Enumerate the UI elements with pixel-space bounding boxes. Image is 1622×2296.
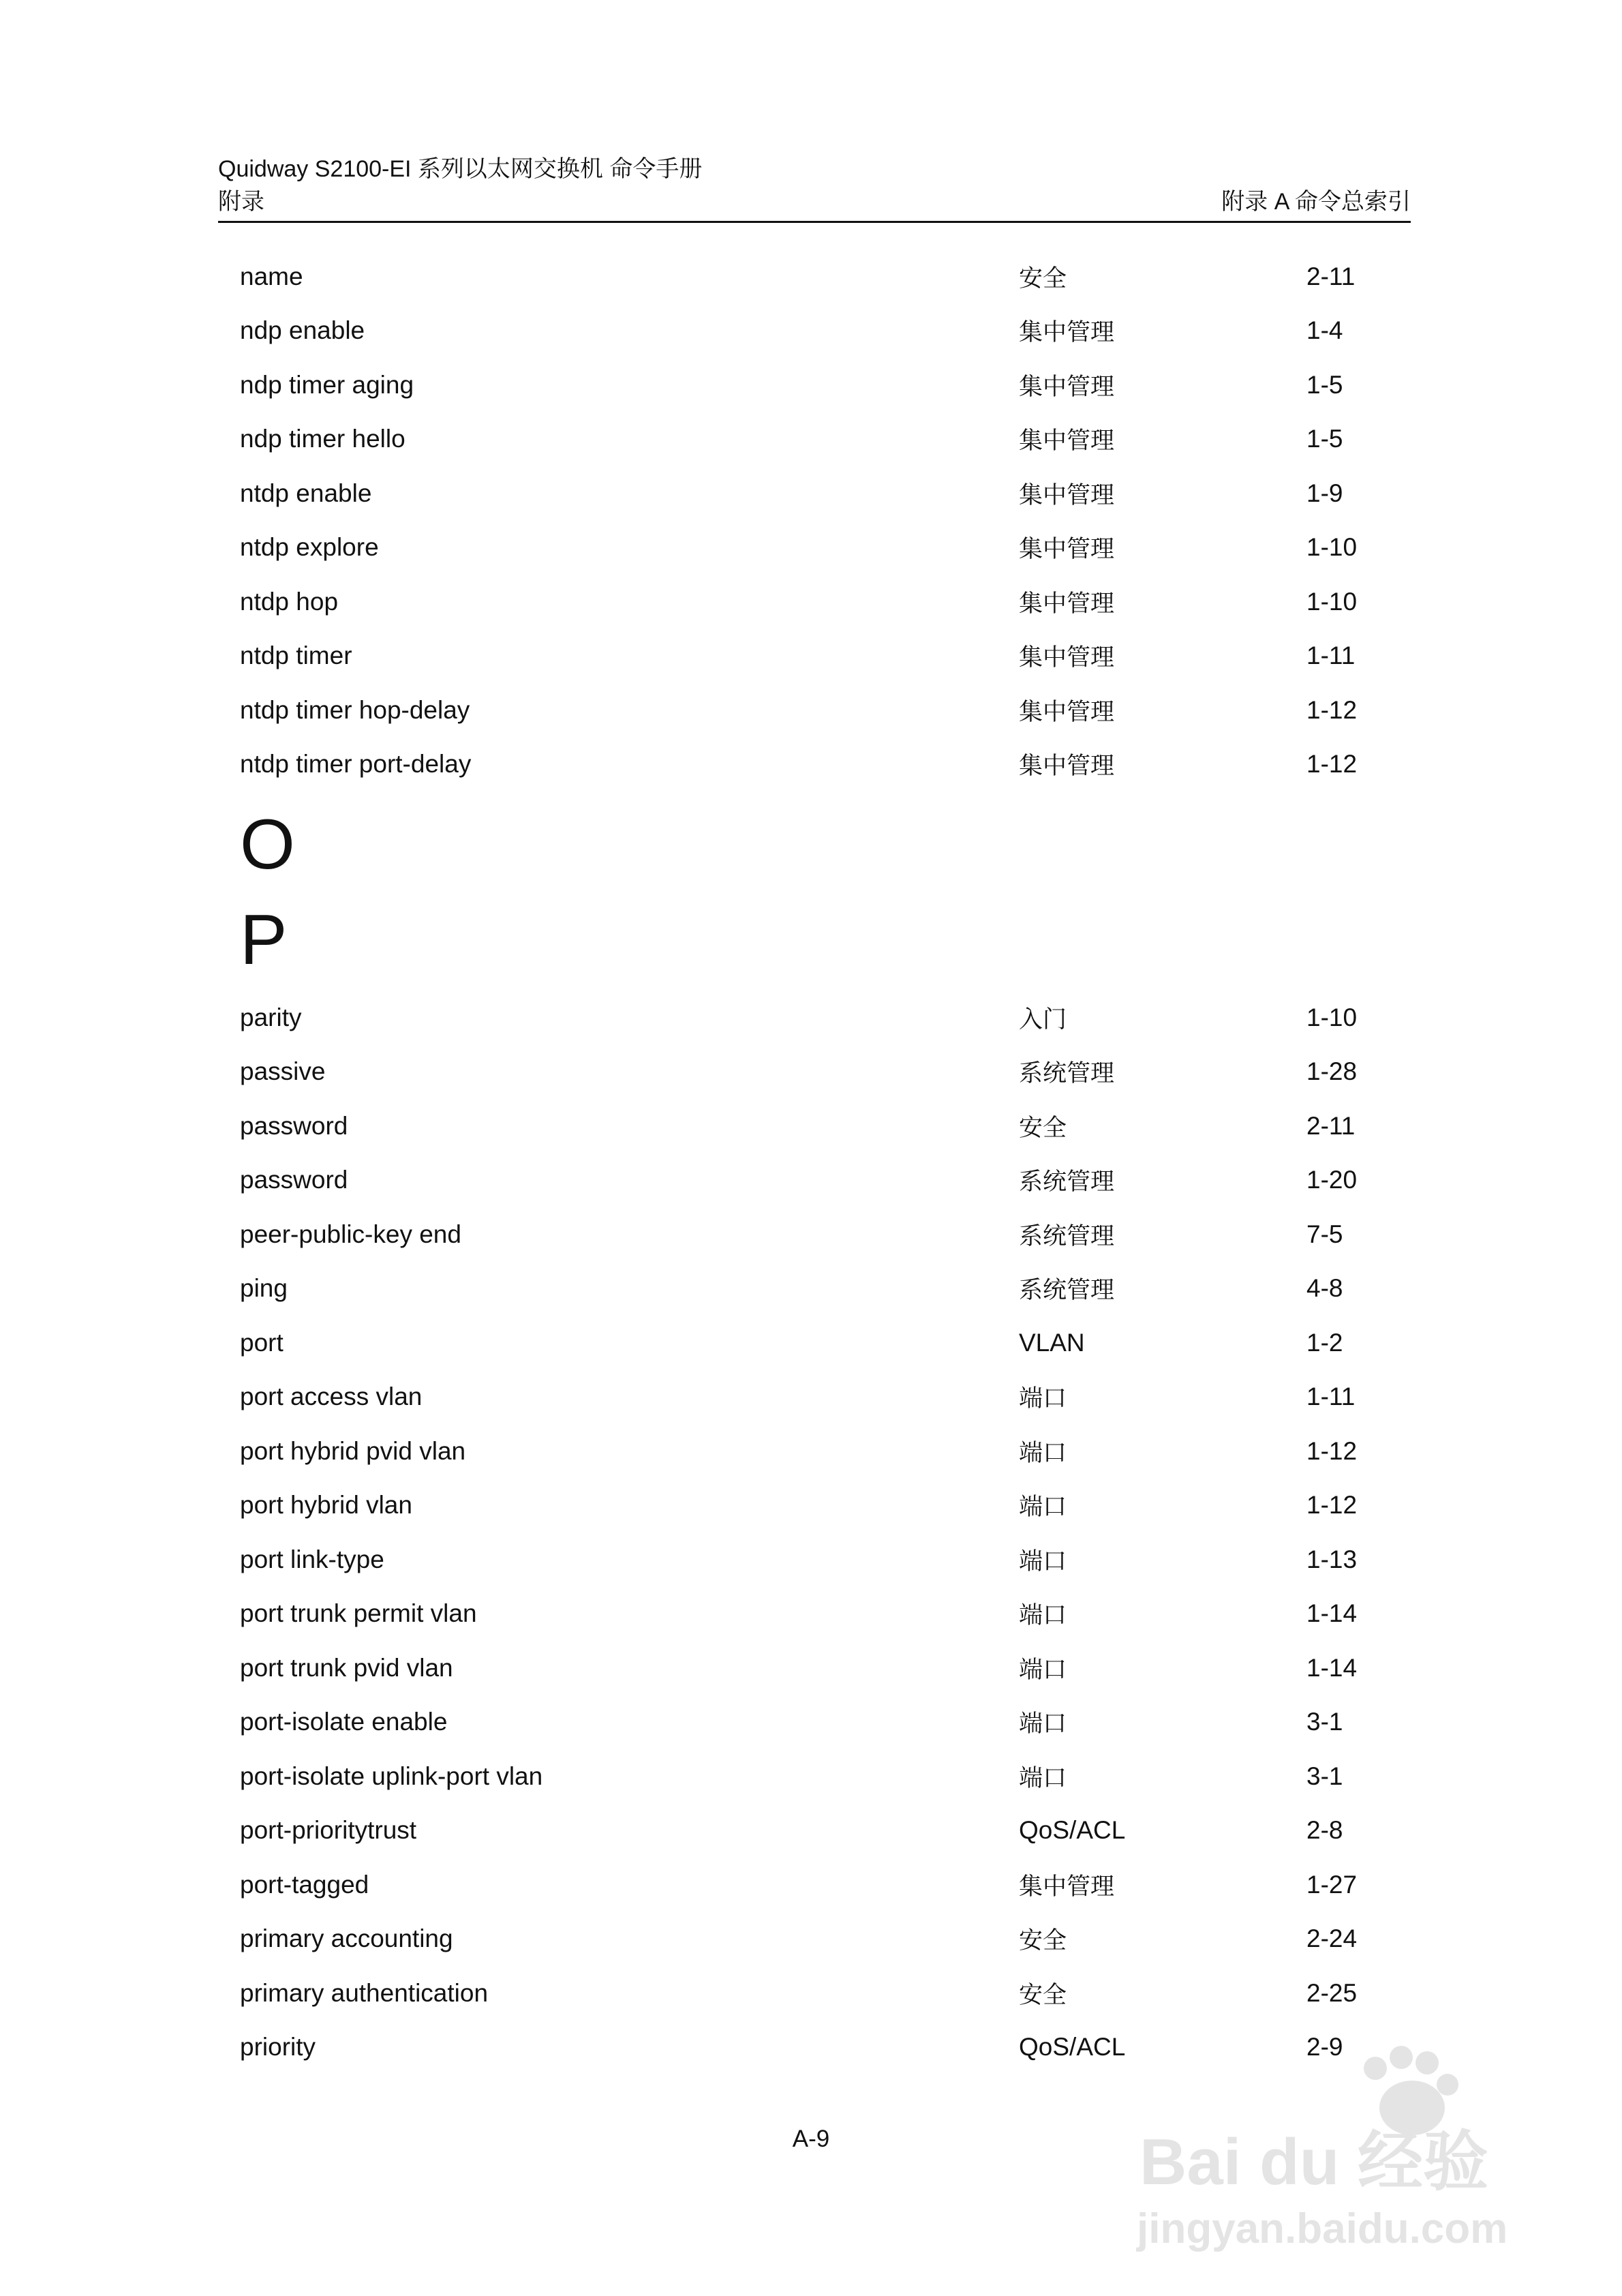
- header-title: Quidway S2100-EI 系列以太网交换机 命令手册: [218, 156, 703, 182]
- page-reference: 3-1: [1306, 1762, 1343, 1790]
- page-reference: 1-10: [1306, 587, 1358, 616]
- index-row: [240, 1207, 1398, 1262]
- page-number: A-9: [792, 2126, 830, 2152]
- header-right: 附录 A 命令总索引: [1221, 189, 1411, 215]
- page-header: [218, 153, 1411, 218]
- command-category: QoS/ACL: [1019, 2033, 1126, 2061]
- command-name: port trunk pvid vlan: [240, 1653, 453, 1682]
- command-name: ndp timer aging: [240, 370, 414, 399]
- command-name: port-isolate enable: [240, 1708, 448, 1736]
- command-category: 端口: [1019, 1439, 1067, 1467]
- command-category: 集中管理: [1019, 536, 1115, 564]
- baidu-jingyan-watermark: [1133, 2027, 1542, 2252]
- command-name: password: [240, 1111, 348, 1140]
- command-name: parity: [240, 1003, 302, 1031]
- index-row: [240, 412, 1398, 467]
- command-category: 系统管理: [1019, 1168, 1115, 1196]
- page-reference: 1-12: [1306, 750, 1358, 779]
- command-name: ntdp enable: [240, 479, 372, 507]
- index-row: [240, 1966, 1398, 2021]
- command-name: ntdp timer port-delay: [240, 750, 472, 779]
- page-reference: 1-27: [1306, 1870, 1358, 1899]
- command-name: port hybrid pvid vlan: [240, 1436, 466, 1465]
- command-category: VLAN: [1019, 1328, 1085, 1357]
- index-row: [240, 1804, 1398, 1858]
- command-category: 安全: [1019, 1981, 1067, 2009]
- index-row: [240, 1153, 1398, 1208]
- index-row: [240, 629, 1398, 684]
- command-category: 集中管理: [1019, 753, 1115, 781]
- index-row: [240, 1316, 1398, 1370]
- command-category: 系统管理: [1019, 1060, 1115, 1088]
- command-name: primary authentication: [240, 1978, 489, 2007]
- index-row: [240, 304, 1398, 359]
- page-reference: 1-11: [1306, 1383, 1356, 1411]
- command-name: port-prioritytrust: [240, 1816, 417, 1845]
- command-category: 安全: [1019, 1114, 1067, 1142]
- command-name: ntdp timer: [240, 641, 352, 670]
- page-reference: 1-28: [1306, 1057, 1358, 1086]
- command-category: 系统管理: [1019, 1277, 1115, 1305]
- command-category: 集中管理: [1019, 644, 1115, 672]
- command-category: 系统管理: [1019, 1222, 1115, 1250]
- header-subline: [218, 185, 1411, 218]
- page-reference: 1-12: [1306, 695, 1358, 724]
- command-name: port hybrid vlan: [240, 1491, 412, 1520]
- section-p: [240, 991, 1398, 2074]
- index-row: [240, 358, 1398, 412]
- page-reference: 2-11: [1306, 1111, 1356, 1140]
- index-row: [240, 575, 1398, 629]
- page-reference: 1-20: [1306, 1166, 1358, 1194]
- page-reference: 2-25: [1306, 1978, 1358, 2007]
- command-category: 集中管理: [1019, 590, 1115, 618]
- index-row: [240, 683, 1398, 738]
- command-category: 端口: [1019, 1602, 1067, 1630]
- index-row: [240, 1641, 1398, 1695]
- index-row: [240, 1424, 1398, 1479]
- command-category: 安全: [1019, 1927, 1067, 1955]
- page-reference: 1-12: [1306, 1436, 1358, 1465]
- watermark-url: jingyan.baidu.com: [1137, 2205, 1508, 2252]
- index-row: [240, 466, 1398, 521]
- command-name: name: [240, 262, 303, 290]
- page-reference: 1-5: [1306, 370, 1343, 399]
- command-name: passive: [240, 1057, 326, 1086]
- page-reference: 1-4: [1306, 316, 1343, 345]
- index-row: [240, 1099, 1398, 1153]
- index-row: [240, 1695, 1398, 1750]
- index-row: [240, 1749, 1398, 1804]
- page-reference: 1-9: [1306, 479, 1343, 507]
- index-row: [240, 250, 1398, 304]
- command-name: port access vlan: [240, 1383, 423, 1411]
- command-index: [240, 250, 1398, 2074]
- command-name: ndp enable: [240, 316, 365, 345]
- command-name: port link-type: [240, 1545, 384, 1573]
- index-row: [240, 1262, 1398, 1316]
- command-category: 集中管理: [1019, 319, 1115, 347]
- command-name: password: [240, 1166, 348, 1194]
- index-row: [240, 1912, 1398, 1967]
- page-reference: 2-24: [1306, 1924, 1358, 1953]
- index-row: [240, 1045, 1398, 1100]
- page-reference: 1-14: [1306, 1653, 1358, 1682]
- page-reference: 1-13: [1306, 1545, 1358, 1573]
- header-divider: [218, 221, 1411, 223]
- command-category: 集中管理: [1019, 427, 1115, 455]
- page-reference: 1-12: [1306, 1491, 1358, 1520]
- command-category: 端口: [1019, 1494, 1067, 1522]
- page-reference: 3-1: [1306, 1708, 1343, 1736]
- command-category: 安全: [1019, 265, 1067, 292]
- command-name: ping: [240, 1274, 288, 1303]
- index-row: [240, 738, 1398, 792]
- command-category: 入门: [1019, 1006, 1067, 1033]
- page-reference: 1-11: [1306, 641, 1356, 670]
- index-row: [240, 1479, 1398, 1533]
- command-name: primary accounting: [240, 1924, 453, 1953]
- command-name: ndp timer hello: [240, 425, 406, 453]
- command-category: QoS/ACL: [1019, 1816, 1126, 1845]
- command-category: 端口: [1019, 1656, 1067, 1684]
- page-reference: 1-10: [1306, 533, 1358, 562]
- page-reference: 1-14: [1306, 1599, 1358, 1628]
- page-reference: 1-2: [1306, 1328, 1343, 1357]
- command-category: 集中管理: [1019, 698, 1115, 726]
- command-name: peer-public-key end: [240, 1220, 461, 1248]
- page-reference: 2-9: [1306, 2033, 1343, 2061]
- command-category: 端口: [1019, 1385, 1067, 1413]
- index-row: [240, 521, 1398, 575]
- page-reference: 2-8: [1306, 1816, 1343, 1845]
- section-n: [240, 250, 1398, 791]
- command-name: ntdp timer hop-delay: [240, 695, 470, 724]
- letter-heading-p: P: [240, 901, 288, 980]
- command-name: port-isolate uplink-port vlan: [240, 1762, 543, 1790]
- command-name: ntdp explore: [240, 533, 379, 562]
- page-reference: 2-11: [1306, 262, 1356, 290]
- page-reference: 7-5: [1306, 1220, 1343, 1248]
- header-left: 附录: [218, 189, 264, 215]
- page-reference: 1-5: [1306, 425, 1343, 453]
- index-row: [240, 1587, 1398, 1642]
- paw-icon: [1133, 2027, 1542, 2252]
- command-name: ntdp hop: [240, 587, 339, 616]
- command-category: 端口: [1019, 1710, 1067, 1738]
- index-row: [240, 991, 1398, 1045]
- letter-heading-o: O: [240, 805, 295, 884]
- command-name: priority: [240, 2033, 316, 2061]
- watermark-logo-text: Bai du 经验: [1139, 2126, 1489, 2199]
- command-name: port-tagged: [240, 1870, 369, 1899]
- command-name: port trunk permit vlan: [240, 1599, 477, 1628]
- page-reference: 4-8: [1306, 1274, 1343, 1303]
- index-row: [240, 1532, 1398, 1587]
- page-reference: 1-10: [1306, 1003, 1358, 1031]
- index-row: [240, 1370, 1398, 1425]
- command-name: port: [240, 1328, 284, 1357]
- command-category: 端口: [1019, 1764, 1067, 1792]
- command-category: 端口: [1019, 1547, 1067, 1575]
- command-category: 集中管理: [1019, 1873, 1115, 1901]
- command-category: 集中管理: [1019, 481, 1115, 509]
- command-category: 集中管理: [1019, 373, 1115, 401]
- index-row: [240, 1858, 1398, 1912]
